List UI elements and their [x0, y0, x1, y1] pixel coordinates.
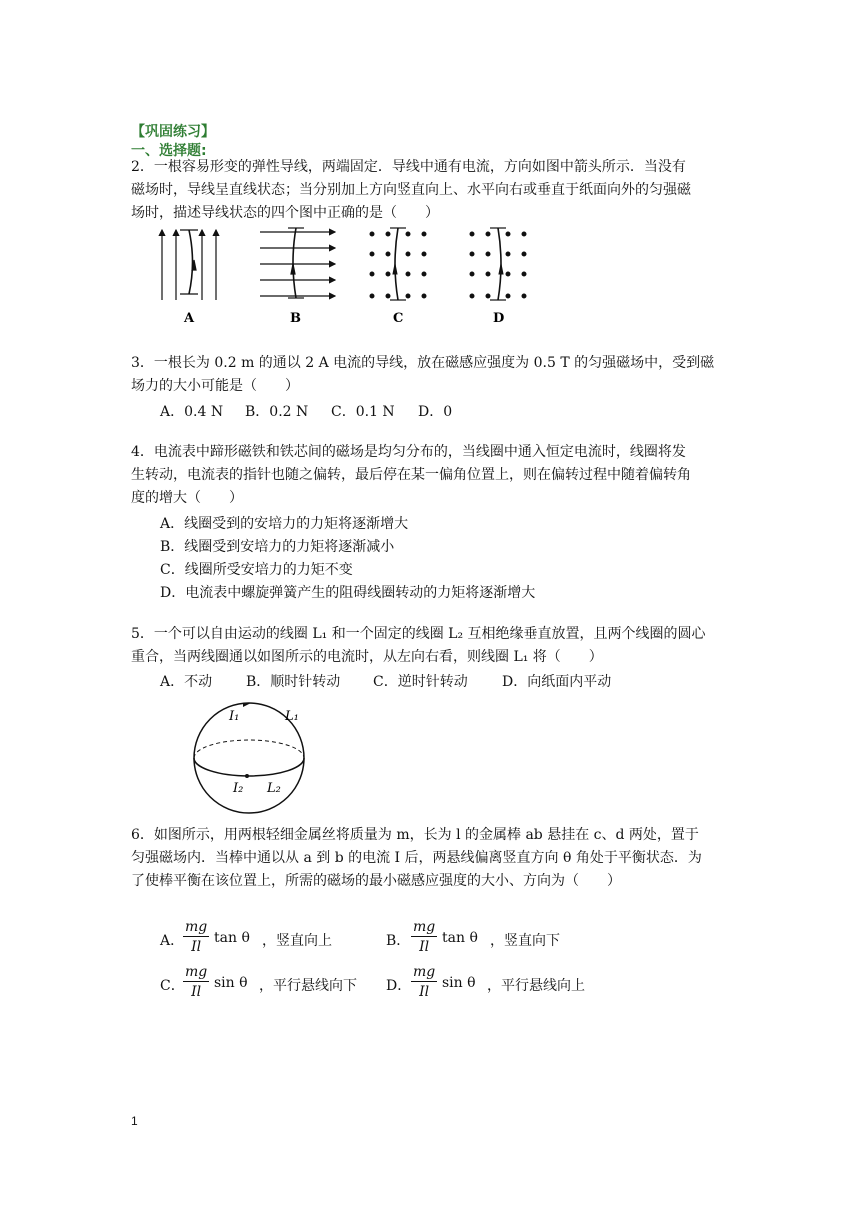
label-l2: L₂ [267, 781, 281, 796]
q5-option-b: B．顺时针转动 [246, 674, 341, 690]
q4-line-3: 度的增大（ ） [131, 490, 243, 506]
q2-line-2: 磁场时，导线呈直线状态；当分别加上方向竖直向上、水平向右或垂直于纸面向外的匀强磁 [131, 182, 691, 198]
q6-option-b-fn: tan θ [442, 930, 478, 946]
q5-line-2: 重合，当两线圈通以如图所示的电流时，从左向右看，则线圈 L₁ 将（ ） [131, 649, 603, 665]
figure-label-d: D [493, 311, 505, 326]
q4-option-d: D．电流表中螺旋弹簧产生的阻碍线圈转动的力矩将逐渐增大 [160, 585, 536, 601]
q4-option-b: B．线圈受到安培力的力矩将逐渐减小 [160, 539, 395, 555]
q4-option-c: C．线圈所受安培力的力矩不变 [160, 562, 353, 578]
q6-option-d-den: Il [419, 984, 430, 1000]
q3-option-c: C．0.1 N [331, 404, 395, 420]
figure-a [162, 230, 216, 300]
q6-option-d-fraction [411, 963, 437, 1002]
q6-option-d-letter: D． [386, 978, 412, 994]
q6-option-c-num: mg [185, 964, 208, 980]
q6-line-3: 了使棒平衡在该位置上，所需的磁场的最小磁感应强度的大小、方向为（ ） [131, 873, 621, 889]
label-l1: L₁ [285, 709, 299, 724]
page-number: 1 [131, 1114, 138, 1128]
figure-c [370, 228, 426, 300]
q3-option-b: B．0.2 N [245, 404, 309, 420]
q3-line-2: 场力的大小可能是（ ） [131, 378, 299, 394]
q4-line-1: 4．电流表中蹄形磁铁和铁芯间的磁场是均匀分布的，当线圈中通入恒定电流时，线圈将发 [131, 444, 686, 460]
q6-option-d-num: mg [413, 964, 436, 980]
q5-option-d: D．向纸面内平动 [502, 674, 612, 690]
q6-option-a-den: Il [191, 939, 202, 955]
q5-option-c: C．逆时针转动 [373, 674, 468, 690]
q4-option-a: A．线圈受到的安培力的力矩将逐渐增大 [160, 516, 409, 532]
q3-option-a: A．0.4 N [160, 404, 224, 420]
q5-option-a: A．不动 [160, 674, 213, 690]
figure-b [260, 228, 335, 298]
subsection-title: 一、选择题: [131, 143, 207, 159]
q6-option-c-den: Il [191, 984, 202, 1000]
label-i2: I₂ [233, 781, 244, 796]
q5-line-1: 5．一个可以自由运动的线圈 L₁ 和一个固定的线圈 L₂ 互相绝缘垂直放置，且两个线圈的圆心 [131, 626, 706, 642]
q6-line-2: 匀强磁场内．当棒中通以从 a 到 b 的电流 I 后，两悬线偏离竖直方向 θ 角处于平衡状态．为 [131, 850, 702, 866]
q6-option-b-den: Il [419, 939, 430, 955]
q2-figure [150, 222, 540, 330]
q6-option-c-tail: ，平行悬线向下 [259, 978, 357, 994]
q6-option-b-fraction [411, 918, 437, 957]
q6-option-b-tail: ，竖直向下 [490, 933, 560, 949]
q6-option-a-letter: A． [160, 933, 185, 949]
figure-d [470, 228, 526, 300]
q2-line-1: 2．一根容易形变的弹性导线，两端固定．导线中通有电流，方向如图中箭头所示．当没有 [131, 159, 686, 175]
q6-option-a-fraction [183, 918, 209, 957]
q4-line-2: 生转动，电流表的指针也随之偏转，最后停在某一偏角位置上，则在偏转过程中随着偏转角 [131, 467, 691, 483]
q6-option-c-fraction [183, 963, 209, 1002]
q6-option-c-fn: sin θ [214, 975, 248, 991]
figure-label-a: A [184, 311, 195, 326]
figure-label-b: B [290, 311, 301, 326]
q6-option-d-fn: sin θ [442, 975, 476, 991]
label-i1: I₁ [229, 709, 240, 724]
q6-option-a-fn: tan θ [214, 930, 250, 946]
q6-option-a-num: mg [185, 919, 208, 935]
figure-label-c: C [393, 311, 404, 326]
q6-line-1: 6．如图所示，用两根轻细金属丝将质量为 m，长为 l 的金属棒 ab 悬挂在 c、d 两处，置于 [131, 827, 699, 843]
q6-option-b-letter: B． [386, 933, 411, 949]
section-title: 【巩固练习】 [131, 124, 215, 140]
q3-option-d: D．0 [418, 404, 453, 420]
q6-option-d-tail: ，平行悬线向上 [487, 978, 585, 994]
q2-line-3: 场时，描述导线状态的四个图中正确的是（ ） [131, 205, 439, 221]
q3-line-1: 3．一根长为 0.2 m 的通以 2 A 电流的导线，放在磁感应强度为 0.5 T 的匀强磁场中，受到磁 [131, 355, 715, 371]
q6-option-c-letter: C． [160, 978, 185, 994]
q6-option-b-num: mg [413, 919, 436, 935]
q6-option-a-tail: ，竖直向上 [262, 933, 332, 949]
q5-figure [185, 700, 320, 815]
